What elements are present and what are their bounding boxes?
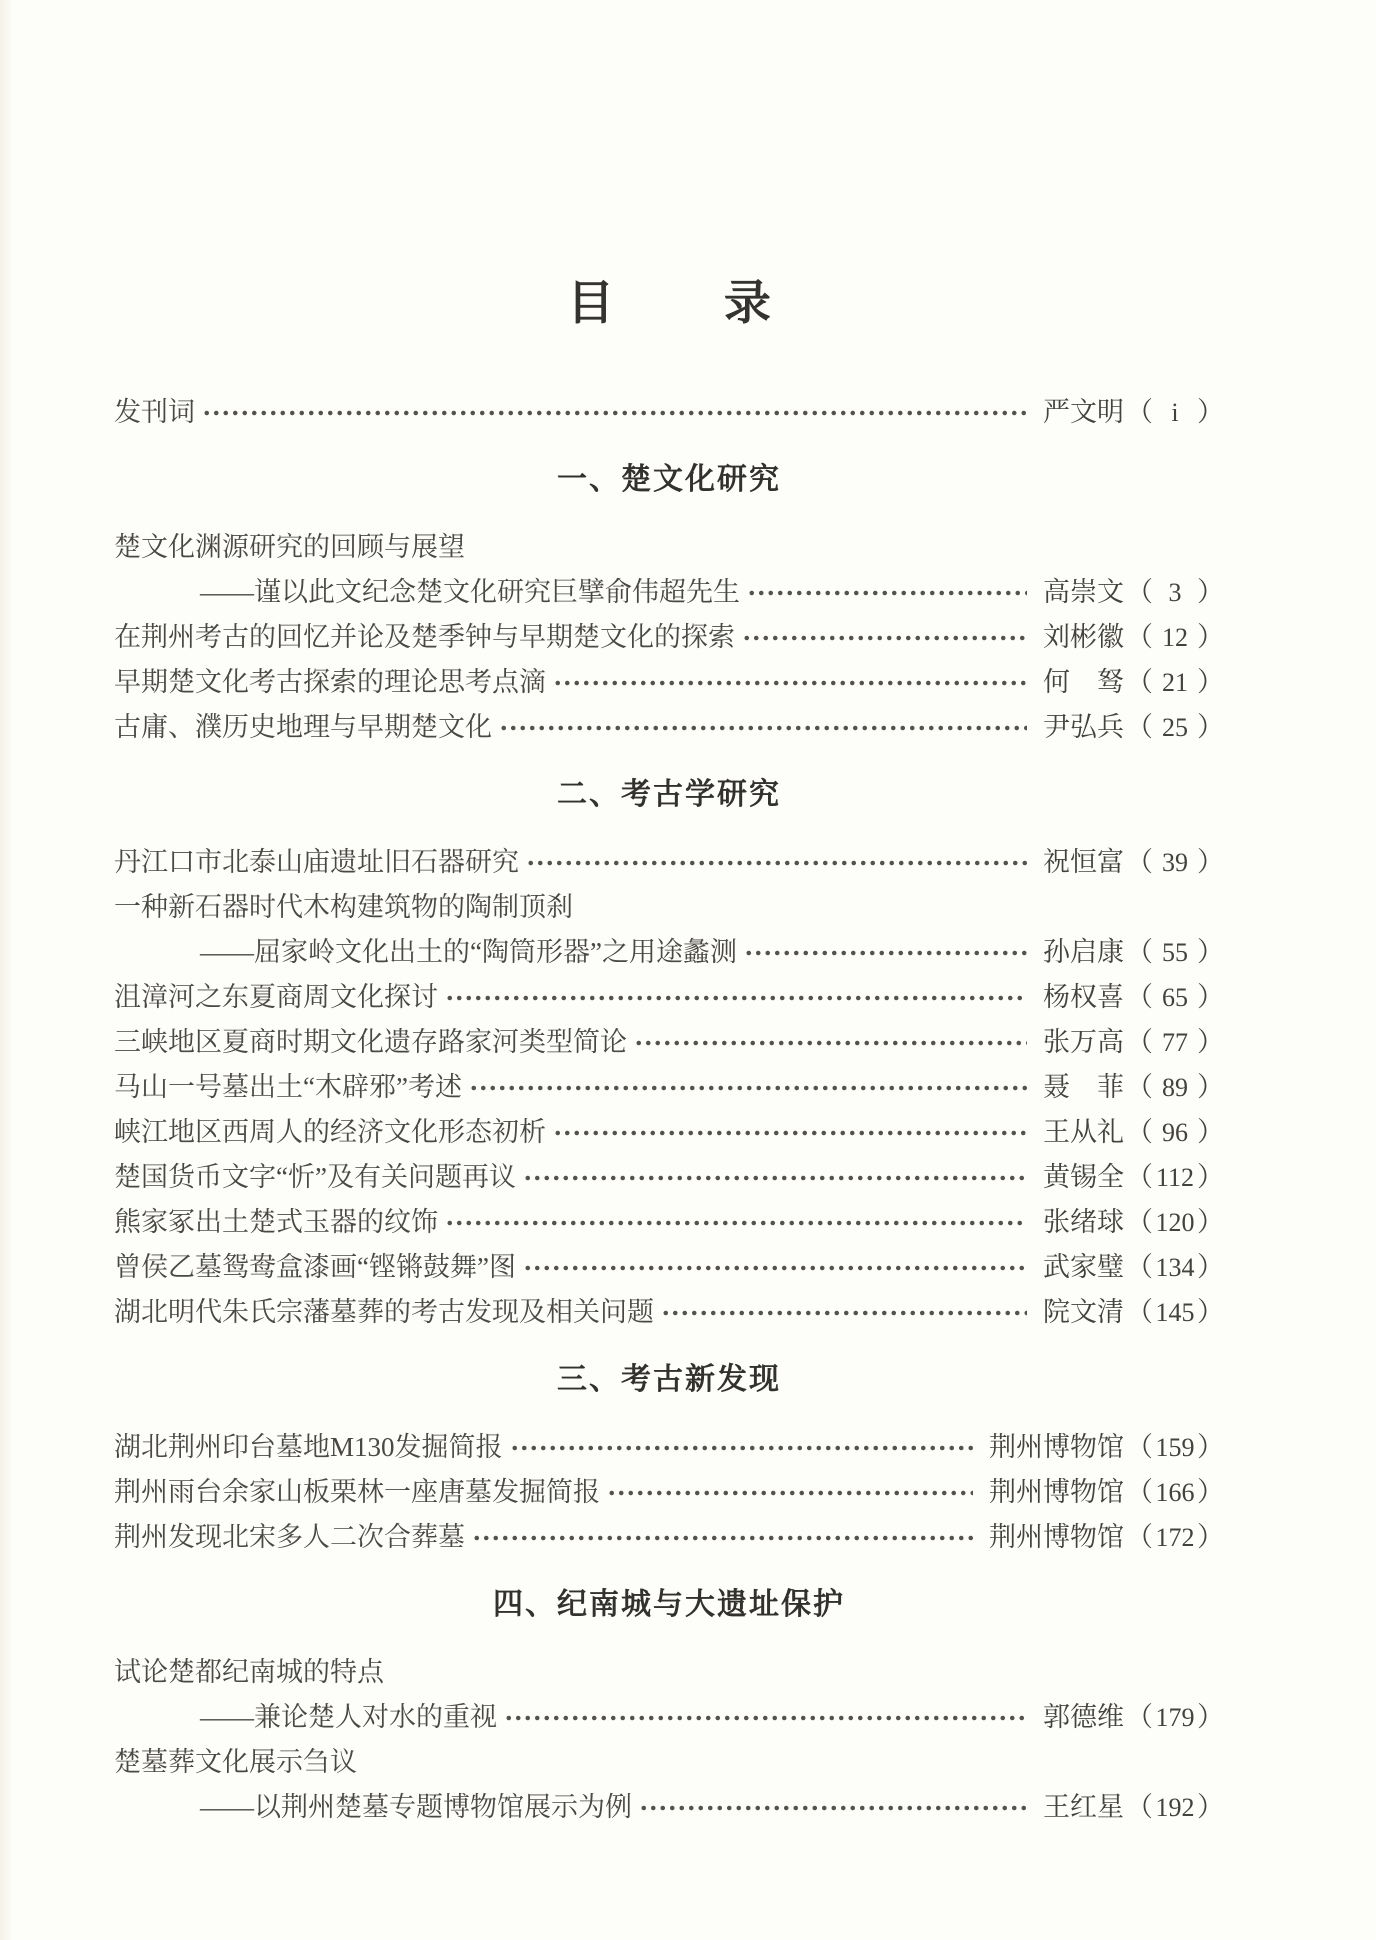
toc-entry [114,885,1224,930]
toc-entry [114,615,1224,660]
section-heading: 二、考古学研究 [557,778,781,811]
toc-entry [114,1470,1224,1515]
page-title-char-1: 目 [567,278,615,330]
toc-entry-author: 尹弘兵 [1043,712,1124,742]
toc-entry-title: 在荆州考古的回忆并论及楚季钟与早期楚文化的探索 [114,622,735,652]
toc-entry-title: ——以荆州楚墓专题博物馆展示为例 [200,1792,632,1822]
toc-entry-page-ref [1126,930,1224,975]
dot-leader [607,1488,973,1498]
page-paren-close: ） [1197,577,1224,607]
toc-entry-title: 湖北明代朱氏宗藩墓葬的考古发现及相关问题 [114,1297,654,1327]
dot-leader [526,858,1027,868]
toc-entry [114,1650,1224,1695]
toc-entry-title: 试论楚都纪南城的特点 [114,1657,384,1687]
toc-entry-page-ref [1126,1470,1224,1515]
page-paren-open: （ [1126,1522,1153,1552]
dot-leader [202,408,1027,418]
toc-entry-page-ref [1126,1245,1224,1290]
toc-entry [114,1695,1224,1740]
toc-entry-page-ref [1126,1155,1224,1200]
dot-leader [661,1308,1027,1318]
page-paren-close: ） [1197,1117,1224,1147]
dot-leader [553,1128,1027,1138]
toc-entry-page-ref [1126,570,1224,615]
page-paren-open: （ [1126,1432,1153,1462]
page-edge-shading [0,0,14,1940]
dot-leader [742,633,1027,643]
toc-entry-page-number: 21 [1162,668,1188,697]
toc-entry-page-number: 172 [1155,1523,1195,1552]
toc-entry-page-ref [1126,1020,1224,1065]
toc-entry-page-number: 192 [1155,1793,1195,1822]
toc-entry [114,1425,1224,1470]
toc-entry-author: 黄锡全 [1043,1162,1124,1192]
toc-entry-page-number: 96 [1162,1118,1188,1147]
dot-leader [445,993,1027,1003]
dot-leader [472,1533,973,1543]
page-paren-close: ） [1197,982,1224,1012]
toc-entry-page-number: 25 [1162,713,1188,742]
toc-entry [114,1065,1224,1110]
toc-entry-page-ref [1126,390,1224,435]
toc-entry-page-number: i [1171,398,1179,427]
toc-entry-page-ref [1126,1425,1224,1470]
page-paren-open: （ [1126,712,1153,742]
toc-entry-title: 古庸、濮历史地理与早期楚文化 [114,712,492,742]
page-paren-open: （ [1126,1477,1153,1507]
page-paren-close: ） [1197,1252,1224,1282]
toc-entry-author: 王从礼 [1043,1117,1124,1147]
toc-entry-page-number: 134 [1155,1253,1195,1282]
toc-entry-author: 何 驽 [1043,667,1124,697]
toc-entry-title: 楚墓葬文化展示刍议 [114,1747,357,1777]
toc-entry-page-number: 65 [1162,983,1188,1012]
dot-leader [553,678,1027,688]
page-paren-close: ） [1197,1162,1224,1192]
toc-entry-page-ref [1126,1695,1224,1740]
toc-entry-page-number: 89 [1162,1073,1188,1102]
toc-entry-page-number: 77 [1162,1028,1188,1057]
page-paren-close: ） [1197,1477,1224,1507]
page-title-char-2: 录 [723,278,771,330]
toc-entry [114,1740,1224,1785]
page-paren-open: （ [1126,667,1153,697]
page-paren-open: （ [1126,577,1153,607]
toc-entry-author: 荆州博物馆 [989,1522,1124,1552]
page-paren-open: （ [1126,847,1153,877]
toc-entry [114,1155,1224,1200]
page-paren-close: ） [1197,667,1224,697]
toc-entry [114,1290,1224,1335]
toc-entry [114,570,1224,615]
page-paren-open: （ [1126,1162,1153,1192]
page-paren-open: （ [1126,397,1153,427]
toc-entry-title: 荆州发现北宋多人二次合葬墓 [114,1522,465,1552]
page-paren-close: ） [1197,847,1224,877]
dot-leader [747,588,1027,598]
toc-entry-page-ref [1126,1515,1224,1560]
toc-entry-author: 聂 菲 [1043,1072,1124,1102]
page-paren-close: ） [1197,1432,1224,1462]
toc-entry [114,1785,1224,1830]
toc-entry-title: 发刊词 [114,397,195,427]
toc-entry-title: 楚文化渊源研究的回顾与展望 [114,532,465,562]
dot-leader [634,1038,1027,1048]
toc-entry [114,1110,1224,1155]
toc-entry-title: 峡江地区西周人的经济文化形态初析 [114,1117,546,1147]
page-paren-close: ） [1197,1297,1224,1327]
dot-leader [639,1803,1027,1813]
toc-entry-author: 郭德维 [1043,1702,1124,1732]
page-paren-open: （ [1126,1027,1153,1057]
page-title [114,278,1224,330]
dot-leader [499,723,1027,733]
page-paren-open: （ [1126,1207,1153,1237]
toc-entry-page-ref [1126,1065,1224,1110]
toc-entry [114,660,1224,705]
toc-entry-author: 荆州博物馆 [989,1477,1124,1507]
section-heading: 四、纪南城与大遗址保护 [493,1588,845,1621]
section-heading: 三、考古新发现 [557,1363,781,1396]
page-paren-close: ） [1197,1792,1224,1822]
page-paren-open: （ [1126,937,1153,967]
page-paren-close: ） [1197,1207,1224,1237]
page-paren-close: ） [1197,1522,1224,1552]
page-paren-close: ） [1197,1702,1224,1732]
toc-entry-title: 三峡地区夏商时期文化遗存路家河类型简论 [114,1027,627,1057]
toc-entry-page-ref [1126,705,1224,750]
dot-leader [523,1173,1027,1183]
dot-leader [523,1263,1027,1273]
toc-entry-author: 刘彬徽 [1043,622,1124,652]
toc-entry [114,390,1224,435]
toc-entry [114,975,1224,1020]
toc-entry-page-number: 3 [1168,578,1182,607]
section-heading: 一、楚文化研究 [557,463,781,496]
toc-entry-author: 孙启康 [1043,937,1124,967]
toc-entry-page-ref [1126,1290,1224,1335]
toc-entry [114,705,1224,750]
toc-entry-title: 湖北荆州印台墓地M130发掘简报 [114,1432,503,1462]
toc-entry-author: 武家璧 [1043,1252,1124,1282]
toc-entry-author: 高崇文 [1043,577,1124,607]
toc-entry [114,930,1224,975]
toc-entry-author: 荆州博物馆 [989,1432,1124,1462]
page-paren-open: （ [1126,1072,1153,1102]
page-paren-open: （ [1126,1297,1153,1327]
toc-entry-page-number: 120 [1155,1208,1195,1237]
toc-entry-page-number: 112 [1155,1163,1195,1192]
toc-entry-page-number: 166 [1155,1478,1195,1507]
page-paren-close: ） [1197,1027,1224,1057]
dot-leader [469,1083,1027,1093]
toc-entry-title: 马山一号墓出土“木辟邪”考述 [114,1072,462,1102]
toc-entry [114,1245,1224,1290]
dot-leader [504,1713,1027,1723]
toc-entry-page-ref [1126,660,1224,705]
toc-entry-title: ——谨以此文纪念楚文化研究巨擘俞伟超先生 [200,577,740,607]
toc-entry-title: 丹江口市北泰山庙遗址旧石器研究 [114,847,519,877]
toc-entry-page-ref [1126,615,1224,660]
toc-entry [114,1515,1224,1560]
toc [114,0,1224,1830]
toc-entry-title: ——兼论楚人对水的重视 [200,1702,497,1732]
toc-entry-title: 一种新石器时代木构建筑物的陶制顶刹 [114,892,573,922]
toc-entry-author: 杨权喜 [1043,982,1124,1012]
toc-entry-page-ref [1126,1785,1224,1830]
toc-entry-author: 王红星 [1043,1792,1124,1822]
dot-leader [744,948,1027,958]
page-paren-open: （ [1126,1792,1153,1822]
page-paren-open: （ [1126,1702,1153,1732]
toc-entry-title: 沮漳河之东夏商周文化探讨 [114,982,438,1012]
page-paren-close: ） [1197,1072,1224,1102]
toc-entry-title: 楚国货币文字“忻”及有关问题再议 [114,1162,516,1192]
page-paren-close: ） [1197,622,1224,652]
page-paren-close: ） [1197,397,1224,427]
toc-entry-page-ref [1126,975,1224,1020]
toc-entry-page-number: 145 [1155,1298,1195,1327]
toc-entry-page-number: 179 [1155,1703,1195,1732]
dot-leader [445,1218,1027,1228]
toc-entry [114,1200,1224,1245]
toc-entry-title: 熊家冢出土楚式玉器的纹饰 [114,1207,438,1237]
toc-entry-title: 曾侯乙墓鸳鸯盒漆画“铿锵鼓舞”图 [114,1252,516,1282]
toc-entry [114,840,1224,885]
page-paren-open: （ [1126,622,1153,652]
toc-entry-page-ref [1126,840,1224,885]
toc-entry-page-ref [1126,1200,1224,1245]
toc-entry-page-number: 12 [1162,623,1188,652]
toc-entry-author: 祝恒富 [1043,847,1124,877]
toc-entry [114,1020,1224,1065]
page-paren-open: （ [1126,982,1153,1012]
page-paren-open: （ [1126,1252,1153,1282]
page-paren-open: （ [1126,1117,1153,1147]
page-paren-close: ） [1197,712,1224,742]
dot-leader [510,1443,973,1453]
toc-body [114,390,1224,1830]
toc-entry-page-number: 159 [1155,1433,1195,1462]
toc-entry-author: 严文明 [1043,397,1124,427]
toc-entry-title: 荆州雨台余家山板栗林一座唐墓发掘简报 [114,1477,600,1507]
toc-entry-author: 张绪球 [1043,1207,1124,1237]
page-paren-close: ） [1197,937,1224,967]
toc-entry-title: 早期楚文化考古探索的理论思考点滴 [114,667,546,697]
toc-entry-page-ref [1126,1110,1224,1155]
toc-entry [114,525,1224,570]
toc-entry-author: 院文清 [1043,1297,1124,1327]
toc-entry-title: ——屈家岭文化出土的“陶筒形器”之用途蠡测 [200,937,737,967]
toc-entry-author: 张万高 [1043,1027,1124,1057]
toc-entry-page-number: 39 [1162,848,1188,877]
toc-entry-page-number: 55 [1162,938,1188,967]
